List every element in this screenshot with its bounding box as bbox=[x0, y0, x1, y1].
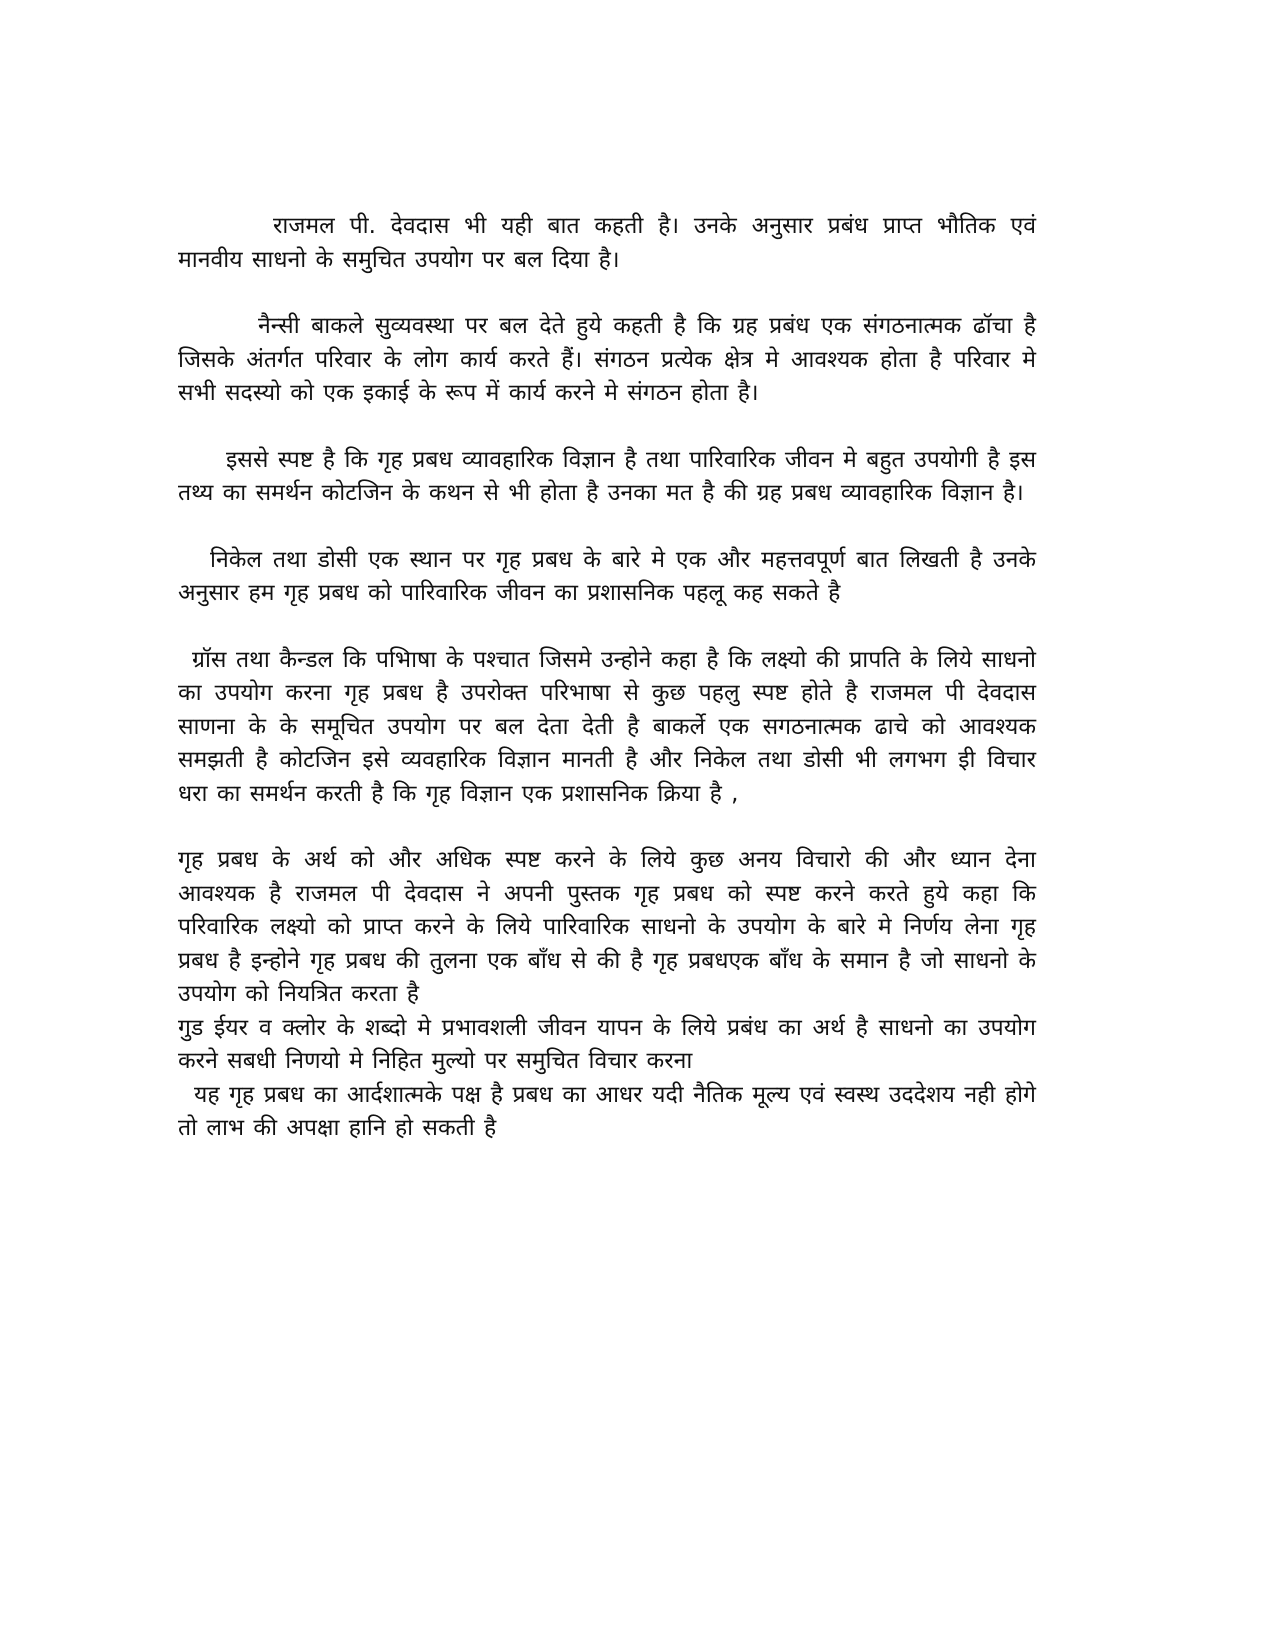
paragraph-meaning: गृह प्रबध के अर्थ को और अधिक स्पष्ट करने के लिये कुछ अनय विचारो की और ध्यान देना आवश्यक है राजमल पी देवदास ने अपनी पुस्तक गृह प्रबध को स्पष्ट करने करते हुये कहा कि परिवारिक लक्ष्यो को प्राप्त करने के लिये पारिवारिक साधनो के उपयोग के बारे मे निर्णय लेना गृह प्रबध है इन्होने गृह प्रबध की तुलना एक बॉंध से की है गृह प्रबधएक बॉंध के समान है जो साधनो के उपयोग को नियत्रित करता है bbox=[178, 847, 1036, 1007]
paragraph-nancy-bakle: नैन्सी बाकले सुव्यवस्था पर बल देते हुये कहती है कि ग्रह प्रबंध एक संगठनात्मक ढॉचा है जिसके अंतर्गत परिवार के लोग कार्य करते हैं। संगठन प्रत्येक क्षेत्र मे आवश्यक होता है परिवार मे सभी सदस्यो को एक इकाई के रूप में कार्य करने मे संगठन होता है। bbox=[178, 313, 1036, 406]
document-page bbox=[178, 210, 1036, 1610]
paragraph-ideal-aspect: यह गृह प्रबध का आर्दशात्मके पक्ष है प्रबध का आधर यदी नैतिक मूल्य एवं स्वस्थ उददेशय नही होगे तो लाभ की अपक्षा हानि हो सकती है bbox=[178, 1081, 1036, 1141]
paragraph-nickel-dorsey: निकेल तथा डोसी एक स्थान पर गृह प्रबध के बारे मे एक और महत्तवपूर्ण बात लिखती है उनके अनुसार हम गृह प्रबध को पारिवारिक जीवन का प्रशासनिक पहलू कह सकते है bbox=[178, 546, 1036, 606]
paragraph-goodyear-klohr: गुड ईयर व क्लोर के शब्दो मे प्रभावशली जीवन यापन के लिये प्रबंध का अर्थ है साधनो का उपयोग करने सबधी निणयो मे निहित मुल्यो पर समुचित विचार करना bbox=[178, 1014, 1036, 1074]
paragraph-gross-kandal: ग्रॉस तथा कैन्डल कि पभिाषा के पश्चात जिसमे उन्होने कहा है कि लक्ष्यो की प्रापति के लिये साधनो का उपयोग करना गृह प्रबध है उपरोक्त परिभाषा से कुछ पहलु स्पष्ट होते है राजमल पी देवदास साणना के के समूचित उपयोग पर बल देता देती है बाकर्ले एक सगठनात्मक ढाचे को आवश्यक समझती है कोटजिन इसे व्यवहारिक विज्ञान मानती है और निकेल तथा डोसी भी लगभग इी विचार धरा का समर्थन करती है कि गृह विज्ञान एक प्रशासनिक क्रिया है , bbox=[178, 646, 1036, 807]
paragraph-devdas: राजमल पी. देवदास भी यही बात कहती है। उनके अनुसार प्रबंध प्राप्त भौतिक एवं मानवीय साधनो के समुचित उपयोग पर बल दिया है। bbox=[178, 213, 1036, 273]
paragraph-applied-science: इससे स्पष्ट है कि गृह प्रबध व्यावहारिक विज्ञान है तथा पारिवारिक जीवन मे बहुत उपयोगी है इस तथ्य का समर्थन कोटजिन के कथन से भी होता है उनका मत है की ग्रह प्रबध व्यावहारिक विज्ञान है। bbox=[178, 446, 1036, 506]
